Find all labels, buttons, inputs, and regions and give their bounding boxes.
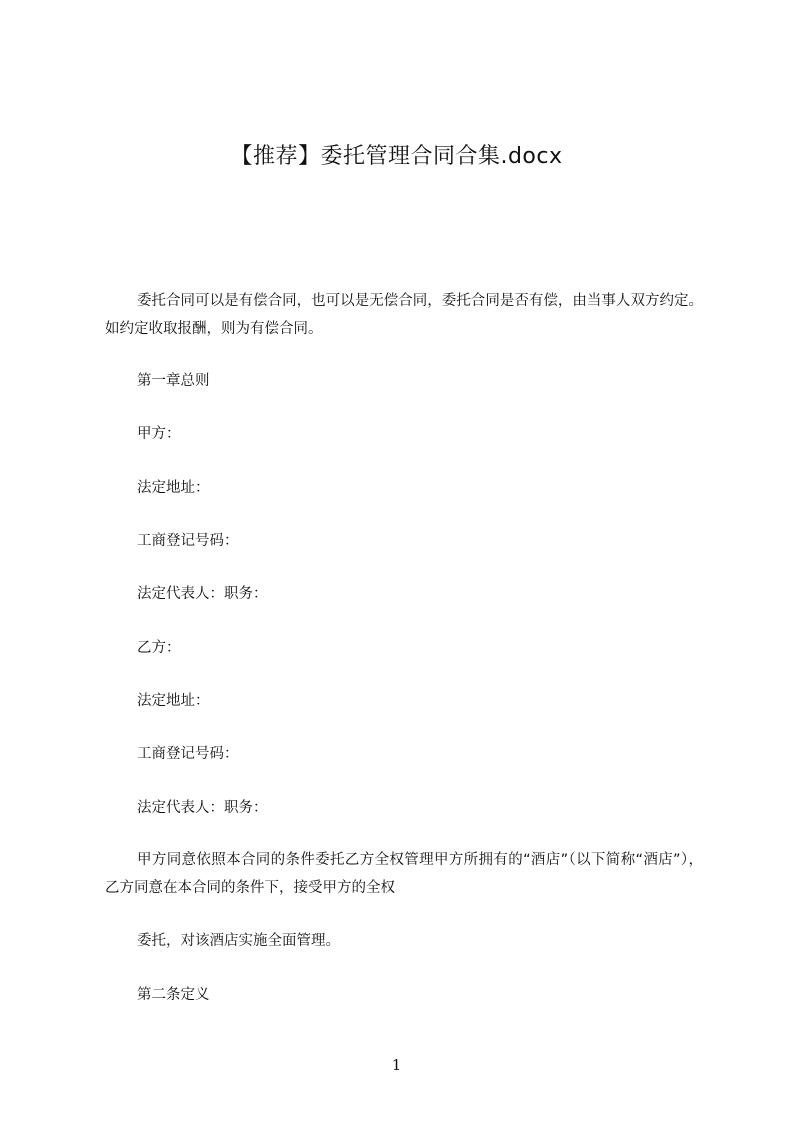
agreement-paragraph: 甲方同意依照本合同的条件委托乙方全权管理甲方所拥有的“酒店”（以下简称“酒店”），乙方同意在本合同的条件下，接受甲方的全权 — [105, 852, 703, 896]
party-a-registration: 工商登记号码： — [137, 533, 239, 549]
party-a-address: 法定地址： — [137, 480, 210, 496]
party-b-registration: 工商登记号码： — [137, 746, 239, 762]
page-number: 1 — [391, 1056, 402, 1074]
party-b-representative: 法定代表人：职务： — [137, 800, 268, 816]
document-title: 【推荐】委托管理合同合集.docx — [230, 144, 563, 169]
article-heading: 第二条定义 — [137, 987, 210, 1003]
chapter-heading: 第一章总则 — [137, 373, 210, 389]
party-a-label: 甲方： — [137, 426, 181, 442]
party-b-address: 法定地址： — [137, 693, 210, 709]
party-a-representative: 法定代表人：职务： — [137, 586, 268, 602]
agreement-continuation: 委托，对该酒店实施全面管理。 — [137, 933, 340, 949]
intro-paragraph: 委托合同可以是有偿合同，也可以是无偿合同，委托合同是否有偿，由当事人双方约定。如约定收取报酬，则为有偿合同。 — [105, 293, 703, 337]
party-b-label: 乙方： — [137, 640, 181, 656]
